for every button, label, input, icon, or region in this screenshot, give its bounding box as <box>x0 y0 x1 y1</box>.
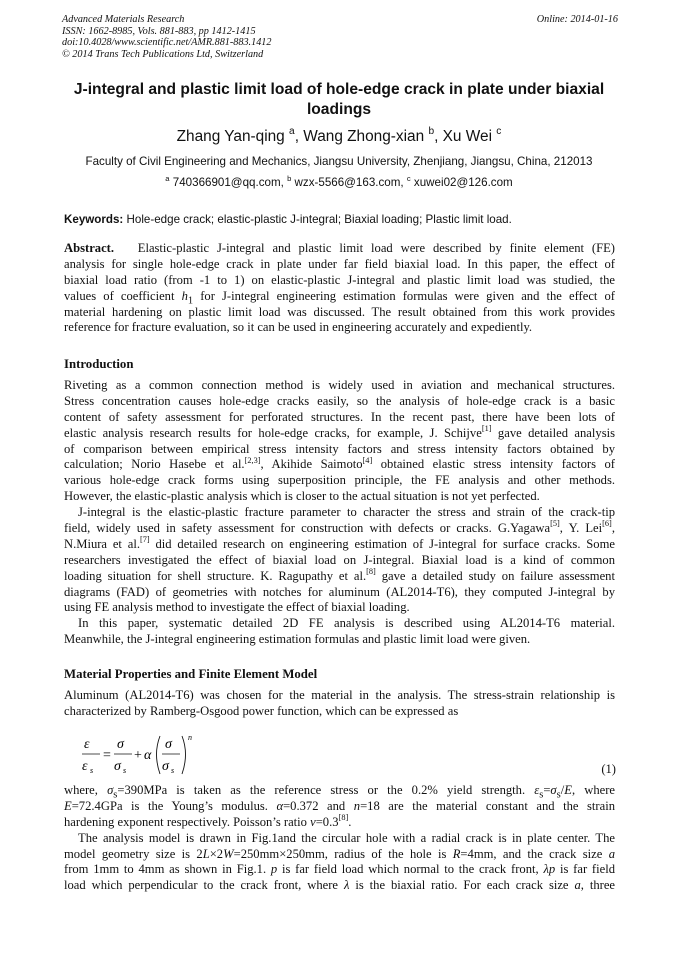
abstract-line: material hardening on plastic limit load was discussed. The result obtained from this work provides <box>64 304 615 319</box>
eq-sub-s: s <box>123 766 127 775</box>
email-address: wzx-5566@163.com <box>294 176 401 189</box>
body-text: =390MPa is taken as the reference stress or the 0.2% yield strength. <box>117 783 535 797</box>
journal-copyright: © 2014 Trans Tech Publications Ltd, Switzerland <box>62 48 264 60</box>
body-line <box>64 569 615 585</box>
symbol-p: p <box>270 862 278 877</box>
symbol-alpha: α <box>276 798 284 813</box>
symbol-n: n <box>353 798 361 813</box>
body-text: calculation; Norio Hasebe et al. <box>64 457 245 472</box>
body-text: , <box>611 521 615 536</box>
abstract-text: Elastic-plastic J-integral and plastic limit load were described by finite element (FE) <box>137 241 615 255</box>
symbol-a: a <box>574 878 581 893</box>
body-line: Aluminum (AL2014-T6) was chosen for the material in the analysis. The stress-strain relationship is <box>64 688 615 702</box>
symbol-a: a <box>608 846 615 861</box>
body-line: J-integral is the elastic-plastic fracture parameter to character the stress and strain of the crack-tip <box>78 505 615 520</box>
citation: [5] <box>550 519 560 529</box>
eq-sigma: σ <box>117 737 124 752</box>
body-text: did detailed research on engineering estimation of J-integral for surface cracks. Some <box>149 536 615 551</box>
author-marker: c <box>496 126 502 138</box>
body-line <box>64 457 615 473</box>
subscript: s <box>539 789 544 801</box>
symbol-sigma: σ <box>107 783 114 797</box>
citation: [7] <box>139 535 150 545</box>
body-text: obtained elastic stress intensity factors of <box>372 457 615 472</box>
eq-sub-s: s <box>90 766 94 775</box>
body-line: of comparison between empirical stress intensity factors and stress intensity factors obtained by <box>64 441 615 456</box>
eq-exponent-n: n <box>188 733 192 742</box>
body-text: =0.3 <box>315 814 339 829</box>
body-text: N.Miura et al. <box>64 536 140 551</box>
body-text: =250mm×250mm, radius of the hole is <box>233 846 453 861</box>
body-text: field, widely used in safety assessment for construction with defects or cracks. G.Yagawa <box>64 521 551 536</box>
symbol-w: W <box>223 846 234 861</box>
subscript: 1 <box>187 295 194 307</box>
body-text: gave detailed analysis <box>491 425 615 440</box>
body-text: , three <box>580 878 615 893</box>
body-line: In this paper, systematic detailed 2D FE analysis is described using AL2014-T6 material. <box>78 616 615 631</box>
author-marker: b <box>428 126 435 138</box>
eq-equals: = <box>103 748 111 763</box>
body-text: , Akihide Saimoto <box>260 457 363 472</box>
eq-epsilon: ε <box>84 737 90 752</box>
symbol-e: E <box>564 783 572 797</box>
abstract <box>64 241 615 336</box>
email-address: xuwei02@126.com <box>413 176 513 189</box>
section-heading-material: Material Properties and Finite Element Model <box>64 667 318 681</box>
section-heading-introduction: Introduction <box>64 357 134 371</box>
affiliation: Faculty of Civil Engineering and Mechanics, Jiangsu University, Zhenjiang, Jiangsu, China, 212013 <box>85 155 593 168</box>
citation: [8] <box>366 567 376 577</box>
journal-doi: doi:10.4028/www.scientific.net/AMR.881-883.1412 <box>62 37 272 49</box>
body-text: = <box>543 783 551 797</box>
email-address: 740366901@qq.com <box>172 176 281 189</box>
abstract-text: values of coefficient <box>64 288 175 303</box>
eq-sigma: σ <box>162 759 169 774</box>
eq-sigma: σ <box>165 737 172 752</box>
symbol-l: L <box>202 846 210 861</box>
journal-header <box>62 14 618 60</box>
equation-ramberg-osgood <box>80 732 616 782</box>
symbol-e: E <box>64 798 72 813</box>
abstract-line <box>64 289 615 305</box>
body-line: Meanwhile, the J-integral engineering estimation formulas and plastic limit load were given. <box>64 632 531 647</box>
author-name: Wang Zhong-xian <box>303 128 425 145</box>
body-line: various hole-edge crack forms using superposition principle, the FE analysis and other methods. <box>64 473 615 488</box>
body-line: characterized by Ramberg-Osgood power function, which can be expressed as <box>64 703 459 718</box>
paper-title-line-1: J-integral and plastic limit load of hole-edge crack in plate under biaxial <box>73 81 605 98</box>
body-line <box>64 862 615 878</box>
eq-sigma: σ <box>114 759 121 774</box>
paper-title-line-2: loadings <box>306 101 372 118</box>
author-name: Zhang Yan-qing <box>176 128 285 145</box>
body-text: load which perpendicular to the crack front, where <box>64 878 344 893</box>
body-line: using FE analysis method to investigate the effect of biaxial loading. <box>64 600 410 615</box>
body-line: Stress concentration causes hole-edge cracks easily, so the analysis of hole-edge crack is a basic <box>64 393 615 408</box>
body-text: =18 are the material constant and the strain <box>360 798 615 813</box>
body-text: hardening exponent respectively. Poisson’s ratio <box>64 814 311 829</box>
citation: [1] <box>481 424 492 434</box>
body-text: gave a detailed study on failure assessment <box>375 568 615 583</box>
eq-left-paren <box>157 736 161 774</box>
symbol-epsilon: ε <box>534 783 540 797</box>
abstract-line <box>64 241 615 257</box>
body-text: =4mm, and the crack size <box>460 846 609 861</box>
paper-title <box>58 80 620 120</box>
body-line <box>64 815 615 831</box>
abstract-label: Abstract. <box>64 241 115 255</box>
body-line <box>64 847 615 863</box>
symbol-lambda-p: λp <box>543 862 556 877</box>
body-line: diagrams (FAD) of geometries with notches for aluminum (AL2014-T6), they computed J-integral by <box>64 584 615 599</box>
body-text: from 1mm to 4mm as shown in Fig.1. <box>64 862 271 877</box>
symbol-sigma: σ <box>550 783 557 797</box>
author-emails: $^a$ 740366901@qq.com, $^b$ wzx-5566@163.com, $^c$ xuwei02@126.com <box>165 173 513 189</box>
body-line <box>64 537 615 553</box>
body-text: , Y. Lei <box>559 521 603 536</box>
symbol-nu: ν <box>310 814 316 829</box>
eq-plus: + <box>134 748 142 763</box>
email-marker: a <box>165 173 170 183</box>
abstract-line: reference for fracture evaluation, so it can be used in engineering accurately and expediently. <box>64 320 533 335</box>
journal-issn: ISSN: 1662-8985, Vols. 881-883, pp 1412-1415 <box>62 25 256 37</box>
journal-name: Advanced Materials Research <box>62 14 185 25</box>
symbol-r: R <box>452 846 461 861</box>
symbol-h: h <box>181 288 188 303</box>
subscript: s <box>556 789 561 801</box>
body-text: , where <box>571 783 615 797</box>
body-text: where, <box>64 783 108 797</box>
body-text: =0.372 and <box>283 798 354 813</box>
body-line <box>64 783 615 799</box>
citation: [4] <box>362 455 373 465</box>
keywords <box>64 212 616 227</box>
equation-graphic <box>80 732 210 782</box>
abstract-line: biaxial load ratio (from -1 to 1) on elastic-plastic J-integral and plastic limit load was studied, the <box>64 272 615 287</box>
keywords-text: Hole-edge crack; elastic-plastic J-integral; Biaxial loading; Plastic limit load. <box>126 213 512 226</box>
author-list: Zhang Yan-qing $^a$, Wang Zhong-xian $^b$, Xu Wei $^c$ <box>176 126 502 145</box>
email-marker: c <box>406 173 411 183</box>
eq-epsilon: ε <box>82 759 88 774</box>
body-text: loading situation for shell structure. K. Ragupathy et al. <box>64 568 367 583</box>
subscript: s <box>113 789 118 801</box>
body-line: Riveting as a common connection method is widely used in aviation and mechanical structures. <box>64 378 615 392</box>
body-line: However, the elastic-plastic analysis which is closer to the actual situation is not yet perfected. <box>64 489 540 504</box>
author-marker: a <box>289 126 295 138</box>
body-text: / <box>560 783 565 797</box>
material-body <box>64 783 615 894</box>
material-intro <box>64 688 615 720</box>
abstract-line: analysis for single hole-edge crack in plate under far field biaxial load. In this paper, the effect of <box>64 256 615 271</box>
equation-number: (1) <box>601 762 616 776</box>
abstract-text: for J-integral engineering estimation formulas were given and the effect of <box>200 288 615 303</box>
eq-sub-s: s <box>171 766 175 775</box>
body-text: is far field <box>555 862 616 877</box>
introduction-body <box>64 378 615 648</box>
eq-alpha: α <box>144 748 152 763</box>
keywords-label: Keywords: <box>64 213 124 226</box>
body-text: =72.4GPa is the Young’s modulus. <box>71 798 277 813</box>
symbol-lambda: λ <box>343 878 350 893</box>
body-text: is far field load which normal to the crack front, <box>277 862 544 877</box>
citation: [8] <box>338 813 349 823</box>
body-text: model geometry size is 2 <box>64 846 203 861</box>
body-text: elastic analysis research results for hole-edge cracks, for example, J. Schijve <box>64 425 482 440</box>
email-marker: b <box>287 173 292 183</box>
body-line <box>64 878 615 894</box>
citation: [2,3] <box>244 455 261 465</box>
online-date: Online: 2014-01-16 <box>536 14 618 25</box>
body-line: The analysis model is drawn in Fig.1and the circular hole with a radial crack is in plate center. The <box>78 830 615 845</box>
body-text: . <box>348 814 352 829</box>
body-line: content of safety assessment for perforated structures. In the recent past, there have been lots of <box>64 409 615 424</box>
body-text: ×2 <box>209 846 224 861</box>
author-name: Xu Wei <box>442 128 492 145</box>
eq-right-paren <box>182 736 186 774</box>
body-text: is the biaxial ratio. For each crack size <box>349 878 575 893</box>
body-line: researchers investigated the effect of biaxial load on J-integral. Biaxial load is a kind of common <box>64 552 615 567</box>
body-line <box>64 426 615 442</box>
citation: [6] <box>602 519 612 529</box>
